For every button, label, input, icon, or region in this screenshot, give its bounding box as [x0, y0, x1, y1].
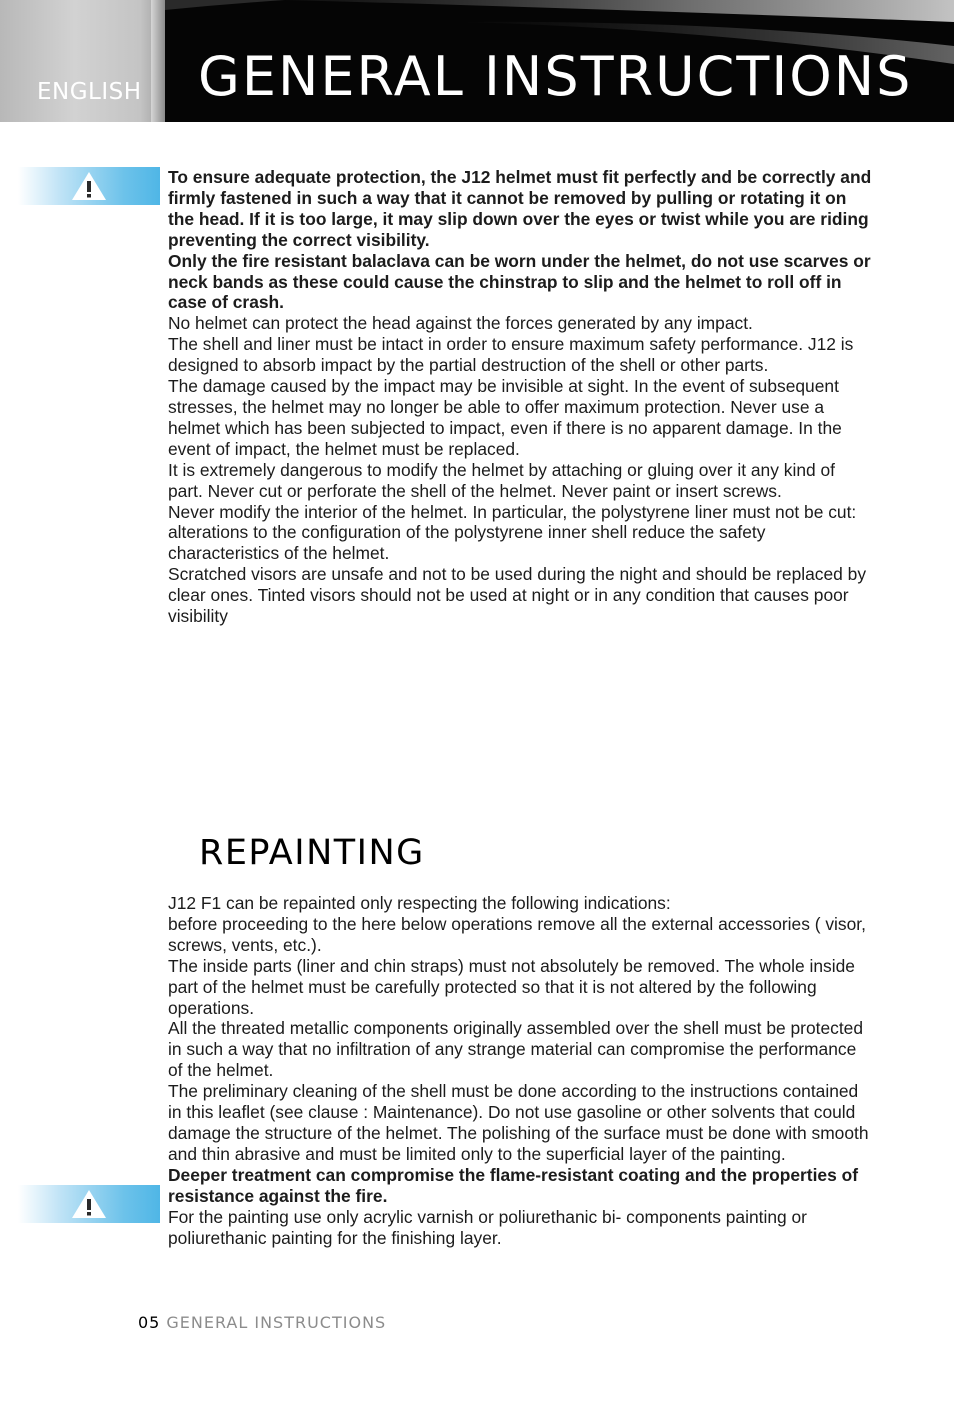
- paragraph: The damage caused by the impact may be invisible at sight. In the event of subsequent stresses, the helmet may no longer be able to offer maximum protection. Never use a helmet which has been subjected to impact, even if there is no apparent damage. In the event of impact, the helmet must be replaced.: [168, 376, 842, 459]
- language-label: ENGLISH: [37, 79, 142, 105]
- paragraph: No helmet can protect the head against the forces generated by any impact.: [168, 313, 753, 334]
- page-title: GENERAL INSTRUCTIONS: [198, 45, 913, 108]
- warning-bar-repainting: [18, 1185, 160, 1223]
- paragraph: It is extremely dangerous to modify the helmet by attaching or gluing over it any kind of part. Never cut or perforate the shell of the helmet. Never paint or insert screws.: [168, 459, 835, 501]
- page-number: 05: [138, 1313, 161, 1332]
- paragraph: Never modify the interior of the helmet. In particular, the polystyrene liner must not be cut: alterations to the configuration of the polystyrene inner shell reduce the safety characteristics of the helmet.: [168, 501, 857, 564]
- paragraph: The shell and liner must be intact in order to ensure maximum safety performance. J12 is designed to absorb impact by the partial destruction of the shell or other parts.: [168, 334, 854, 376]
- paragraph: Scratched visors are unsafe and not to be used during the night and should be replaced by clear ones. Tinted visors should not be used at night or in any condition that causes poor visibility: [168, 564, 867, 627]
- warning-icon: [71, 171, 107, 201]
- language-tab-edge: [151, 0, 165, 122]
- bold-paragraph: To ensure adequate protection, the J12 helmet must fit perfectly and be correctly and firmly fastened in such a way that it cannot be removed by pulling or rotating it on the head. If it is too large, it may slip down over the eyes or twist while you are riding preventing the correct visibility.: [168, 167, 872, 250]
- warning-bar-general: [18, 167, 160, 205]
- paragraph: For the painting use only acrylic varnish or poliurethanic bi- components painting or poliurethanic painting for the finishing layer.: [168, 1206, 807, 1248]
- warning-icon: [71, 1189, 107, 1219]
- bold-warning-paragraph: Deeper treatment can compromise the flame-resistant coating and the properties of resistance against the fire.: [168, 1164, 858, 1206]
- page-header: [0, 0, 954, 122]
- paragraph: The preliminary cleaning of the shell must be done according to the instructions contained in this leaflet (see clause : Maintenance). Do not use gasoline or other solvents that could damage the structure of the helmet. The polishing of the surface must be done with smooth and thin abrasive and must be limited only to the superficial layer of the painting.: [168, 1081, 869, 1164]
- paragraph: The inside parts (liner and chin straps) must not absolutely be removed. The whole inside part of the helmet must be carefully protected so that it is not altered by the following operations.: [168, 955, 855, 1018]
- general-instructions-text: [168, 167, 873, 627]
- repainting-text: [168, 893, 873, 1248]
- bold-paragraph: Only the fire resistant balaclava can be worn under the helmet, do not use scarves or neck bands as these could cause the chinstrap to slip and the helmet to roll off in case of crash.: [168, 250, 871, 313]
- footer-label: GENERAL INSTRUCTIONS: [166, 1313, 387, 1332]
- section-title-repainting: REPAINTING: [199, 833, 425, 873]
- paragraph: J12 F1 can be repainted only respecting the following indications:: [168, 893, 671, 913]
- paragraph: before proceeding to the here below operations remove all the external accessories ( visor, screws, vents, etc.).: [168, 913, 866, 955]
- language-tab: [0, 0, 165, 122]
- page-footer: [138, 1313, 386, 1332]
- paragraph: All the threated metallic components originally assembled over the shell must be protected in such a way that no infiltration of any strange material can compromise the performance of the helmet.: [168, 1018, 864, 1081]
